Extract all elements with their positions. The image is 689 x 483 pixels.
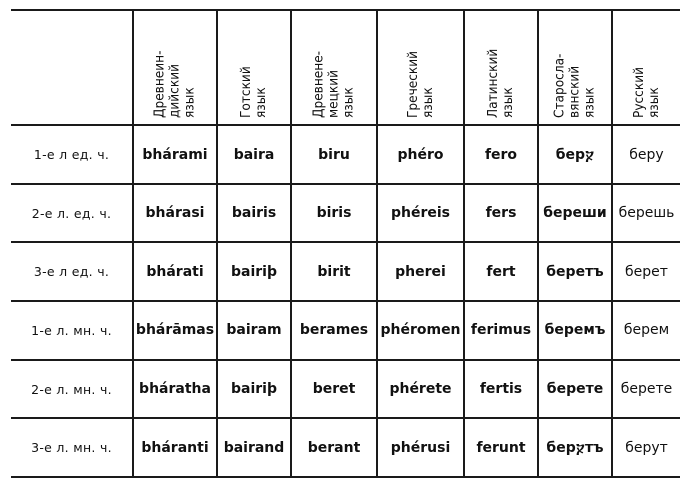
- verb-form: phéromen: [377, 301, 464, 360]
- verb-form: biris: [291, 184, 377, 243]
- language-header: [133, 10, 217, 125]
- table-row: [11, 184, 680, 243]
- verb-form: beret: [291, 360, 377, 419]
- verb-form: bháranti: [133, 418, 217, 477]
- language-label: Русский язык: [630, 66, 662, 118]
- verb-form: phérusi: [377, 418, 464, 477]
- verb-form: беремъ: [538, 301, 612, 360]
- verb-form: biru: [291, 125, 377, 184]
- conjugation-table: [11, 9, 680, 478]
- language-header: [377, 10, 464, 125]
- verb-form: phéreis: [377, 184, 464, 243]
- verb-form: berant: [291, 418, 377, 477]
- language-label: Латинский язык: [485, 48, 516, 118]
- verb-form: fers: [464, 184, 538, 243]
- verb-form: fero: [464, 125, 538, 184]
- language-label: Древнеин- дийский язык: [151, 50, 198, 118]
- verb-form: ferunt: [464, 418, 538, 477]
- verb-form: bhárati: [133, 242, 217, 301]
- person-label: 2-е л. ед. ч.: [11, 184, 133, 243]
- verb-form: берешь: [612, 184, 680, 243]
- verb-form: phérete: [377, 360, 464, 419]
- verb-form: bhárāmas: [133, 301, 217, 360]
- verb-form: bhárami: [133, 125, 217, 184]
- corner-cell: [11, 10, 133, 125]
- person-label: 1-е л ед. ч.: [11, 125, 133, 184]
- table-row: [11, 125, 680, 184]
- verb-form: береши: [538, 184, 612, 243]
- verb-form: phéro: [377, 125, 464, 184]
- verb-form: fert: [464, 242, 538, 301]
- verb-form: беру: [612, 125, 680, 184]
- verb-form: bairam: [217, 301, 291, 360]
- verb-form: baira: [217, 125, 291, 184]
- verb-form: bairiþ: [217, 360, 291, 419]
- language-label: Греческий язык: [404, 50, 436, 118]
- table-row: [11, 360, 680, 419]
- verb-form: pherei: [377, 242, 464, 301]
- header-row: [11, 10, 680, 125]
- verb-form: беретъ: [538, 242, 612, 301]
- table-row: [11, 242, 680, 301]
- verb-form: bairiþ: [217, 242, 291, 301]
- language-header: [464, 10, 538, 125]
- verb-form: bháratha: [133, 360, 217, 419]
- verb-form: fertis: [464, 360, 538, 419]
- verb-form: берет: [612, 242, 680, 301]
- language-header: [291, 10, 377, 125]
- verb-form: birit: [291, 242, 377, 301]
- verb-form: берⴟ: [538, 125, 612, 184]
- language-label: Древнене- мецкий язык: [310, 50, 357, 118]
- table-row: [11, 418, 680, 477]
- verb-form: берⴟтъ: [538, 418, 612, 477]
- person-label: 3-е л ед. ч.: [11, 242, 133, 301]
- verb-form: bairis: [217, 184, 291, 243]
- language-header: [217, 10, 291, 125]
- language-header: [538, 10, 612, 125]
- verb-form: берете: [538, 360, 612, 419]
- verb-form: берут: [612, 418, 680, 477]
- language-label: Старосла- вянский язык: [551, 53, 598, 118]
- language-label: Готский язык: [238, 65, 269, 118]
- verb-form: bhárasi: [133, 184, 217, 243]
- person-label: 1-е л. мн. ч.: [11, 301, 133, 360]
- verb-form: bairand: [217, 418, 291, 477]
- language-header: [612, 10, 680, 125]
- table-row: [11, 301, 680, 360]
- verb-form: ferimus: [464, 301, 538, 360]
- verb-form: берем: [612, 301, 680, 360]
- verb-form: берете: [612, 360, 680, 419]
- person-label: 2-е л. мн. ч.: [11, 360, 133, 419]
- person-label: 3-е л. мн. ч.: [11, 418, 133, 477]
- verb-form: berames: [291, 301, 377, 360]
